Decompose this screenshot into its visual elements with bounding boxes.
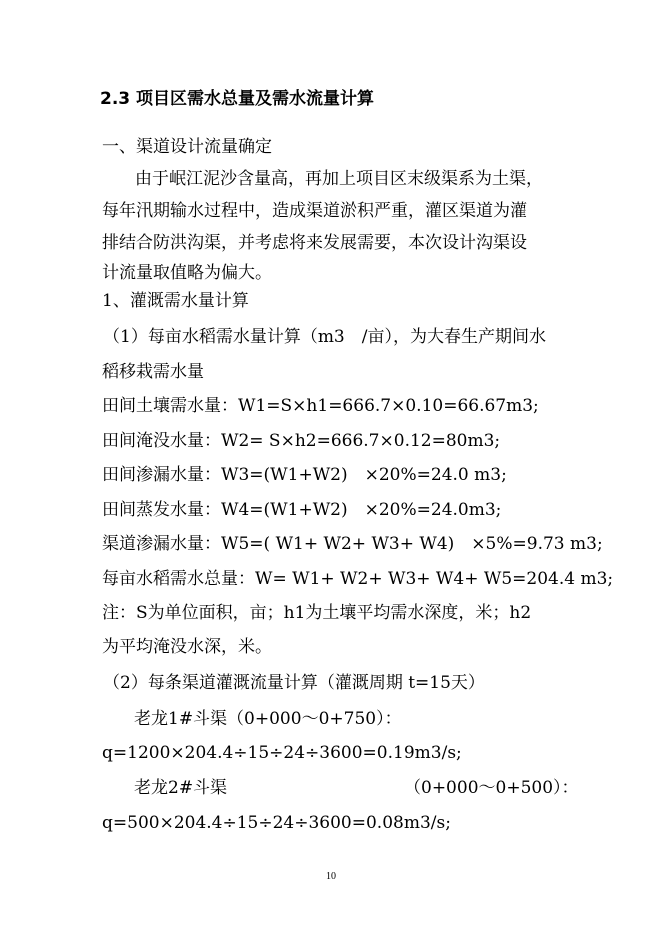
section-heading: 2.3 项目区需水总量及需水流量计算 <box>100 89 375 109</box>
formula-line: 田间渗漏水量：W3=(W1+W2) ×20%=24.0 m3; <box>102 465 507 485</box>
formula-line: 田间淹没水量：W2= S×h2=666.7×0.12=80m3; <box>102 431 501 451</box>
subsection-title: 一、渠道设计流量确定 <box>102 137 272 157</box>
paragraph-line: 由于岷江泥沙含量高，再加上项目区末级渠系为土渠， <box>135 169 543 189</box>
formula-line: q=1200×204.4÷15÷24÷3600=0.19m3/s; <box>102 743 462 763</box>
channel-label: 老龙2#斗渠 <box>134 778 228 798</box>
paragraph-line: （2）每条渠道灌溉流量计算（灌溉周期 t=15天） <box>103 673 485 693</box>
note-line: 为平均淹没水深，米。 <box>102 637 272 657</box>
channel-range: （0+000～0+500）： <box>404 778 579 798</box>
paragraph-line: （1）每亩水稻需水量计算（m3 /亩），为大春生产期间水 <box>103 327 546 347</box>
formula-line: 田间土壤需水量：W1=S×h1=666.7×0.10=66.67m3; <box>102 396 539 416</box>
paragraph-line: 计流量取值略为偏大。 <box>102 263 272 283</box>
formula-line: 每亩水稻需水总量：W= W1+ W2+ W3+ W4+ W5=204.4 m3; <box>102 569 614 589</box>
page-number: 10 <box>326 871 336 882</box>
formula-line: q=500×204.4÷15÷24÷3600=0.08m3/s; <box>102 813 451 833</box>
formula-line: 渠道渗漏水量：W5=( W1+ W2+ W3+ W4) ×5%=9.73 m3; <box>102 534 603 554</box>
paragraph-line: 稻移栽需水量 <box>102 362 204 382</box>
note-line: 注：S为单位面积，亩；h1为土壤平均需水深度，米；h2 <box>102 603 532 623</box>
paragraph-line: 排结合防洪沟渠，并考虑将来发展需要，本次设计沟渠设 <box>102 233 527 253</box>
channel-label: 老龙1#斗渠（0+000～0+750）： <box>134 709 402 729</box>
item-title: 1、灌溉需水量计算 <box>102 291 249 311</box>
paragraph-line: 每年汛期输水过程中，造成渠道淤积严重，灌区渠道为灌 <box>102 201 527 221</box>
formula-line: 田间蒸发水量：W4=(W1+W2) ×20%=24.0m3; <box>102 500 502 520</box>
